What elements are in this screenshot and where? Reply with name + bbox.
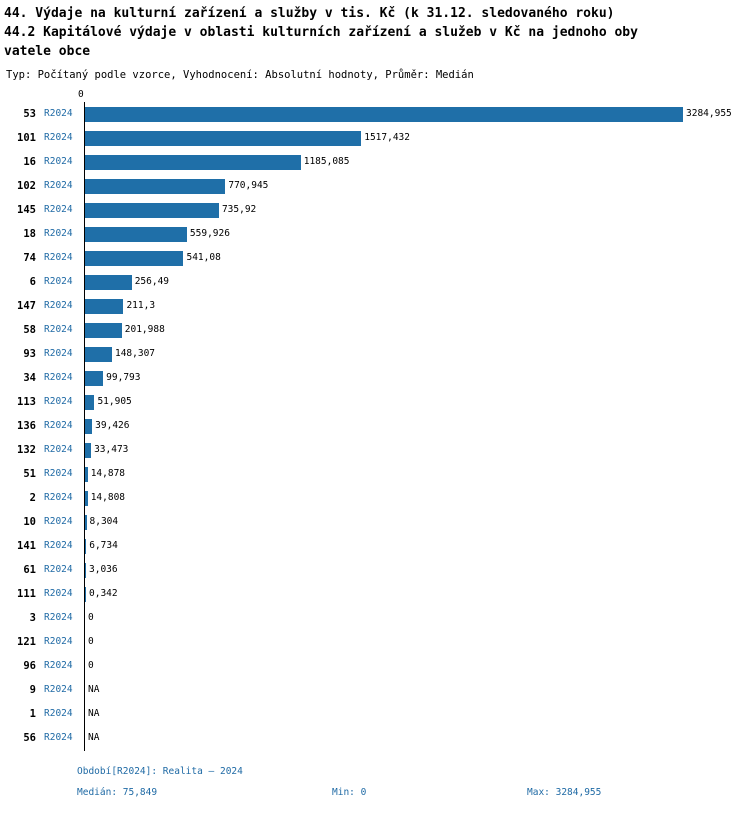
row-category-label: 102	[17, 180, 36, 192]
row-category-label: 1	[29, 708, 36, 720]
row-period-label: R2024	[44, 276, 73, 287]
table-row	[0, 726, 750, 750]
row-period-label: R2024	[44, 732, 73, 743]
row-category-label: 2	[29, 492, 36, 504]
bar	[85, 107, 683, 122]
stat-median: Medián: 75,849	[77, 787, 158, 798]
table-row	[0, 510, 750, 534]
bar-value-label: NA	[88, 684, 100, 695]
chart-footer	[0, 766, 750, 822]
bar-value-label: 99,793	[106, 372, 141, 383]
table-row	[0, 318, 750, 342]
chart-subtitle: Typ: Počítaný podle vzorce, Vyhodnocení: Absolutní hodnoty, Průměr: Medián	[6, 69, 474, 81]
stat-min: Min: 0	[332, 787, 367, 798]
row-category-label: 132	[17, 444, 36, 456]
bar-value-label: 1517,432	[364, 132, 410, 143]
row-period-label: R2024	[44, 708, 73, 719]
bar	[85, 203, 219, 218]
row-period-label: R2024	[44, 612, 73, 623]
bar	[85, 299, 123, 314]
table-row	[0, 654, 750, 678]
row-category-label: 51	[23, 468, 36, 480]
row-period-label: R2024	[44, 204, 73, 215]
bar	[85, 395, 94, 410]
bar-value-label: 0	[88, 636, 94, 647]
row-category-label: 121	[17, 636, 36, 648]
row-category-label: 10	[23, 516, 36, 528]
bar	[85, 515, 87, 530]
table-row	[0, 270, 750, 294]
bar-value-label: 735,92	[221, 204, 257, 215]
table-row	[0, 582, 750, 606]
bar	[85, 227, 187, 242]
row-category-label: 141	[17, 540, 36, 552]
row-category-label: 147	[17, 300, 36, 312]
bar	[85, 371, 103, 386]
row-category-label: 9	[29, 684, 36, 696]
bar	[85, 467, 88, 482]
row-period-label: R2024	[44, 468, 73, 479]
row-period-label: R2024	[44, 660, 73, 671]
bar-value-label: 211,3	[126, 300, 156, 311]
bar	[85, 179, 225, 194]
bar	[85, 323, 122, 338]
bar	[85, 563, 86, 578]
bar-value-label: 6,734	[89, 540, 118, 551]
table-row	[0, 366, 750, 390]
row-category-label: 113	[17, 396, 36, 408]
legend-period: Období[R2024]: Realita – 2024	[77, 766, 243, 777]
bar	[85, 539, 86, 554]
bar-value-label: 8,304	[89, 516, 119, 527]
bar-value-label: 559,926	[189, 228, 230, 239]
bar-value-label: 0	[88, 612, 94, 623]
row-category-label: 101	[17, 132, 36, 144]
page-title-line-3: vatele obce	[4, 44, 91, 59]
table-row	[0, 174, 750, 198]
bar	[85, 251, 183, 266]
chart-area	[0, 89, 750, 749]
table-row	[0, 222, 750, 246]
table-row	[0, 390, 750, 414]
row-category-label: 53	[23, 108, 36, 120]
bar-value-label: 51,905	[97, 396, 132, 407]
table-row	[0, 198, 750, 222]
table-row	[0, 294, 750, 318]
table-row	[0, 150, 750, 174]
bar	[85, 155, 301, 170]
row-period-label: R2024	[44, 180, 73, 191]
row-period-label: R2024	[44, 132, 73, 143]
bar-value-label: 201,988	[124, 324, 165, 335]
row-category-label: 3	[29, 612, 36, 624]
table-row	[0, 534, 750, 558]
row-period-label: R2024	[44, 636, 73, 647]
bar-plot	[0, 102, 750, 749]
table-row	[0, 126, 750, 150]
row-period-label: R2024	[44, 444, 73, 455]
bar-value-label: 1185,085	[303, 156, 350, 167]
bar	[85, 131, 361, 146]
bar-value-label: 541,08	[186, 252, 221, 263]
table-row	[0, 438, 750, 462]
table-row	[0, 246, 750, 270]
row-period-label: R2024	[44, 492, 73, 503]
row-period-label: R2024	[44, 228, 73, 239]
row-period-label: R2024	[44, 420, 73, 431]
table-row	[0, 630, 750, 654]
row-category-label: 56	[23, 732, 36, 744]
row-period-label: R2024	[44, 540, 73, 551]
row-period-label: R2024	[44, 564, 73, 575]
row-period-label: R2024	[44, 396, 73, 407]
row-category-label: 34	[23, 372, 36, 384]
chart-header	[0, 0, 750, 83]
row-period-label: R2024	[44, 300, 73, 311]
bar-value-label: 3284,955	[686, 108, 732, 119]
table-row	[0, 558, 750, 582]
row-period-label: R2024	[44, 372, 73, 383]
bar-value-label: 14,878	[90, 468, 126, 479]
row-period-label: R2024	[44, 348, 73, 359]
table-row	[0, 414, 750, 438]
row-period-label: R2024	[44, 516, 73, 527]
row-category-label: 16	[23, 156, 36, 168]
stat-max: Max: 3284,955	[527, 787, 602, 798]
row-period-label: R2024	[44, 588, 73, 599]
bar-value-label: 3,036	[89, 564, 118, 575]
row-category-label: 145	[17, 204, 36, 216]
row-category-label: 18	[23, 228, 36, 240]
row-category-label: 74	[23, 252, 36, 264]
bar-value-label: 0,342	[89, 588, 118, 599]
row-period-label: R2024	[44, 324, 73, 335]
bar-value-label: NA	[88, 732, 100, 743]
bar-value-label: 148,307	[114, 348, 156, 359]
bar-value-label: 0	[88, 660, 94, 671]
bar	[85, 443, 91, 458]
bar-value-label: 770,945	[228, 180, 269, 191]
row-category-label: 6	[29, 276, 36, 288]
table-row	[0, 678, 750, 702]
table-row	[0, 342, 750, 366]
bar	[85, 275, 132, 290]
bar	[85, 419, 92, 434]
row-category-label: 96	[23, 660, 36, 672]
x-axis-zero-tick: 0	[78, 89, 84, 100]
bar-value-label: NA	[88, 708, 100, 719]
page-title-line-1: 44. Výdaje na kulturní zařízení a služby v tis. Kč (k 31.12. sledovaného roku)	[4, 6, 615, 21]
row-category-label: 111	[17, 588, 36, 600]
bar	[85, 347, 112, 362]
row-period-label: R2024	[44, 684, 73, 695]
bar	[85, 587, 86, 602]
row-period-label: R2024	[44, 108, 73, 119]
bar-value-label: 256,49	[134, 276, 170, 287]
bar-value-label: 14,808	[90, 492, 126, 503]
bar	[85, 491, 88, 506]
row-category-label: 61	[23, 564, 36, 576]
table-row	[0, 462, 750, 486]
row-category-label: 93	[23, 348, 36, 360]
bar-value-label: 33,473	[94, 444, 129, 455]
row-category-label: 58	[23, 324, 36, 336]
row-category-label: 136	[17, 420, 36, 432]
row-period-label: R2024	[44, 156, 73, 167]
row-period-label: R2024	[44, 252, 73, 263]
bar-value-label: 39,426	[95, 420, 130, 431]
page-title-line-2: 44.2 Kapitálové výdaje v oblasti kulturních zařízení a služeb v Kč na jednoho oby	[4, 25, 638, 40]
table-row	[0, 486, 750, 510]
table-row	[0, 606, 750, 630]
table-row	[0, 102, 750, 126]
table-row	[0, 702, 750, 726]
